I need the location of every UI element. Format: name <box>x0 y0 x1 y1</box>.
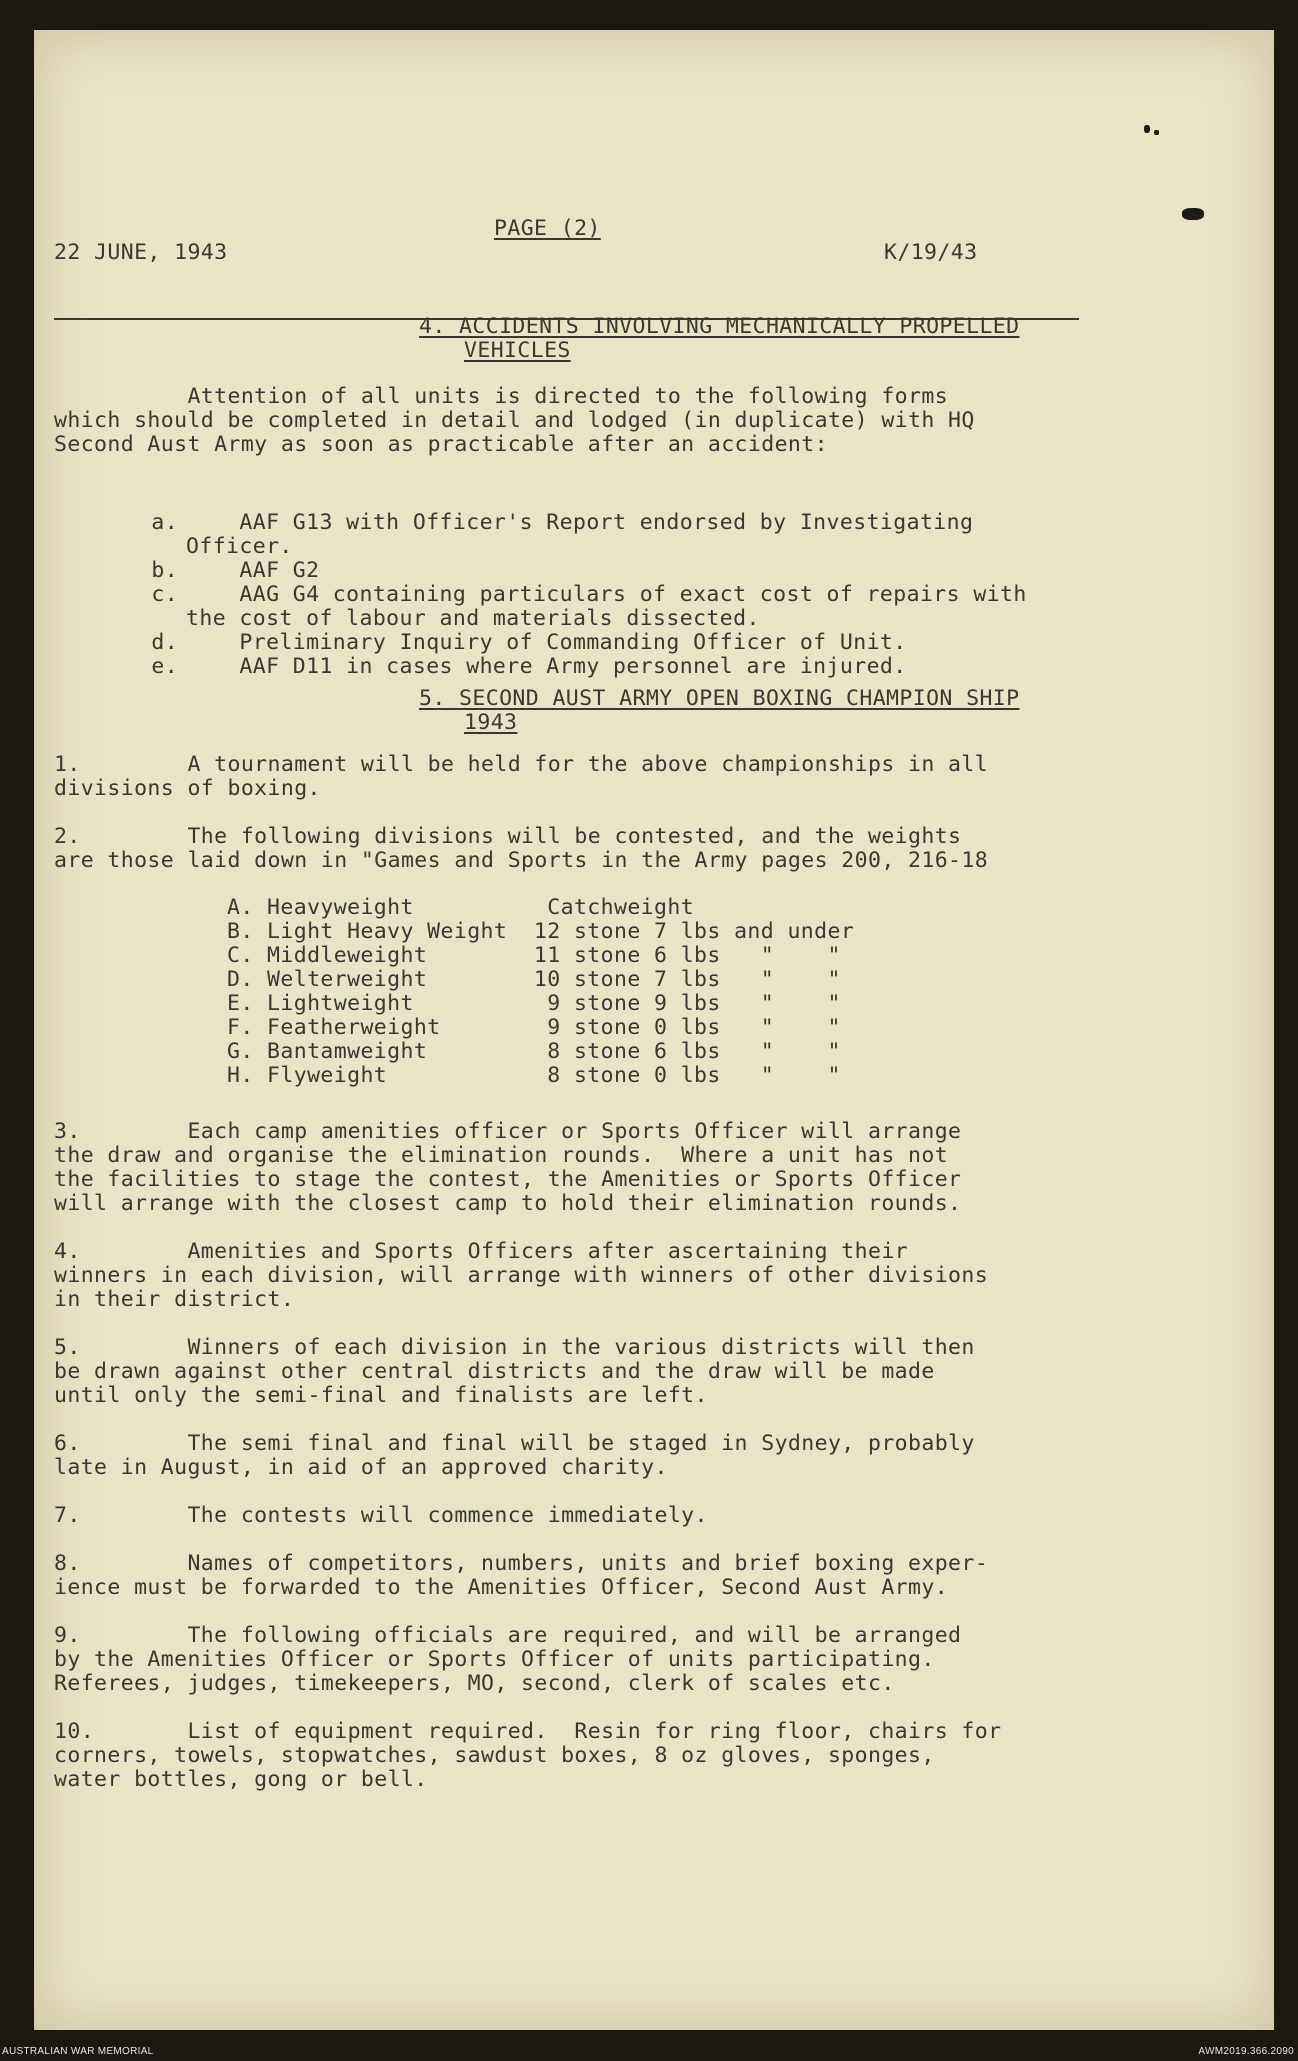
ink-speck <box>1144 125 1150 133</box>
section-4-heading-cont: VEHICLES <box>464 338 571 363</box>
paragraph-1: 1. A tournament will be held for the above championships in all divisions of boxing. <box>54 752 989 801</box>
division-row: H. Flyweight 8 stone 0 lbs " " <box>227 1063 841 1088</box>
division-row: F. Featherweight 9 stone 0 lbs " " <box>227 1015 841 1040</box>
page-number: PAGE (2) <box>494 216 601 241</box>
section-4-intro: Attention of all units is directed to the following forms which should be completed in detail and lodged (in duplicate) with HQ Second Aust Army as soon as practicable after an accident: <box>54 384 975 457</box>
division-row: A. Heavyweight Catchweight <box>227 895 695 920</box>
section-4-heading: 4. ACCIDENTS INVOLVING MECHANICALLY PROPELLED <box>419 314 1020 339</box>
division-row: C. Middleweight 11 stone 6 lbs " " <box>227 943 841 968</box>
form-item-letter: a. <box>151 510 179 535</box>
division-row: E. Lightweight 9 stone 9 lbs " " <box>227 991 841 1016</box>
form-item-e <box>98 631 178 703</box>
form-item-text: AAF G2 <box>239 558 320 583</box>
paragraph-8: 8. Names of competitors, numbers, units and brief boxing exper- ience must be forwarded to the Amenities Officer, Second Aust Army. <box>54 1551 989 1600</box>
form-item-text: AAF G13 with Officer's Report endorsed by Investigating Officer. <box>186 510 974 559</box>
section-5-heading: 5. SECOND AUST ARMY OPEN BOXING CHAMPION SHIP <box>419 686 1020 711</box>
form-item-text: AAF D11 in cases where Army personnel are injured. <box>239 654 907 679</box>
division-row: B. Light Heavy Weight 12 stone 7 lbs and under <box>227 919 855 944</box>
form-item-letter: c. <box>151 582 179 607</box>
section-5-heading-cont: 1943 <box>464 710 518 735</box>
paragraph-5: 5. Winners of each division in the various districts will then be drawn against other central districts and the draw will be made until only the semi-final and finalists are left. <box>54 1335 975 1408</box>
paragraph-9: 9. The following officials are required, and will be arranged by the Amenities Officer or Sports Officer of units participating. Referees, judges, timekeepers, MO, second, clerk of scales etc. <box>54 1623 962 1696</box>
form-item-letter: e. <box>151 654 179 679</box>
paragraph-2: 2. The following divisions will be contested, and the weights are those laid down in "Games and Sports in the Army pages 200, 216-18 <box>54 824 989 873</box>
paragraph-3: 3. Each camp amenities officer or Sports Officer will arrange the draw and organise the elimination rounds. Where a unit has not the facilities to stage the contest, the Amenities or Sports Officer will arrange with the closest camp to hold their elimination rounds. <box>54 1119 962 1216</box>
form-item-letter: b. <box>151 558 179 583</box>
document-page <box>34 30 1274 2030</box>
ink-speck <box>1182 208 1204 220</box>
footer-left: AUSTRALIAN WAR MEMORIAL <box>2 2046 154 2057</box>
footer-right: AWM2019.366.2090 <box>1198 2046 1294 2057</box>
document-date: 22 JUNE, 1943 <box>54 240 228 265</box>
paragraph-6: 6. The semi final and final will be staged in Sydney, probably late in August, in aid of an approved charity. <box>54 1431 975 1480</box>
paragraph-7: 7. The contests will commence immediately. <box>54 1503 708 1528</box>
form-item-text: AAG G4 containing particulars of exact cost of repairs with the cost of labour and materials dissected. <box>186 582 1027 631</box>
paragraph-10: 10. List of equipment required. Resin for ring floor, chairs for corners, towels, stopwatches, sawdust boxes, 8 oz gloves, sponges, water bottles, gong or bell. <box>54 1719 1002 1792</box>
form-item-text: Preliminary Inquiry of Commanding Officer of Unit. <box>239 630 907 655</box>
division-row: G. Bantamweight 8 stone 6 lbs " " <box>227 1039 841 1064</box>
document-reference: K/19/43 <box>884 240 978 265</box>
form-item-letter: d. <box>151 630 179 655</box>
ink-speck <box>1154 130 1159 135</box>
paragraph-4: 4. Amenities and Sports Officers after ascertaining their winners in each division, will arrange with winners of other divisions in their district. <box>54 1239 989 1312</box>
division-row: D. Welterweight 10 stone 7 lbs " " <box>227 967 841 992</box>
